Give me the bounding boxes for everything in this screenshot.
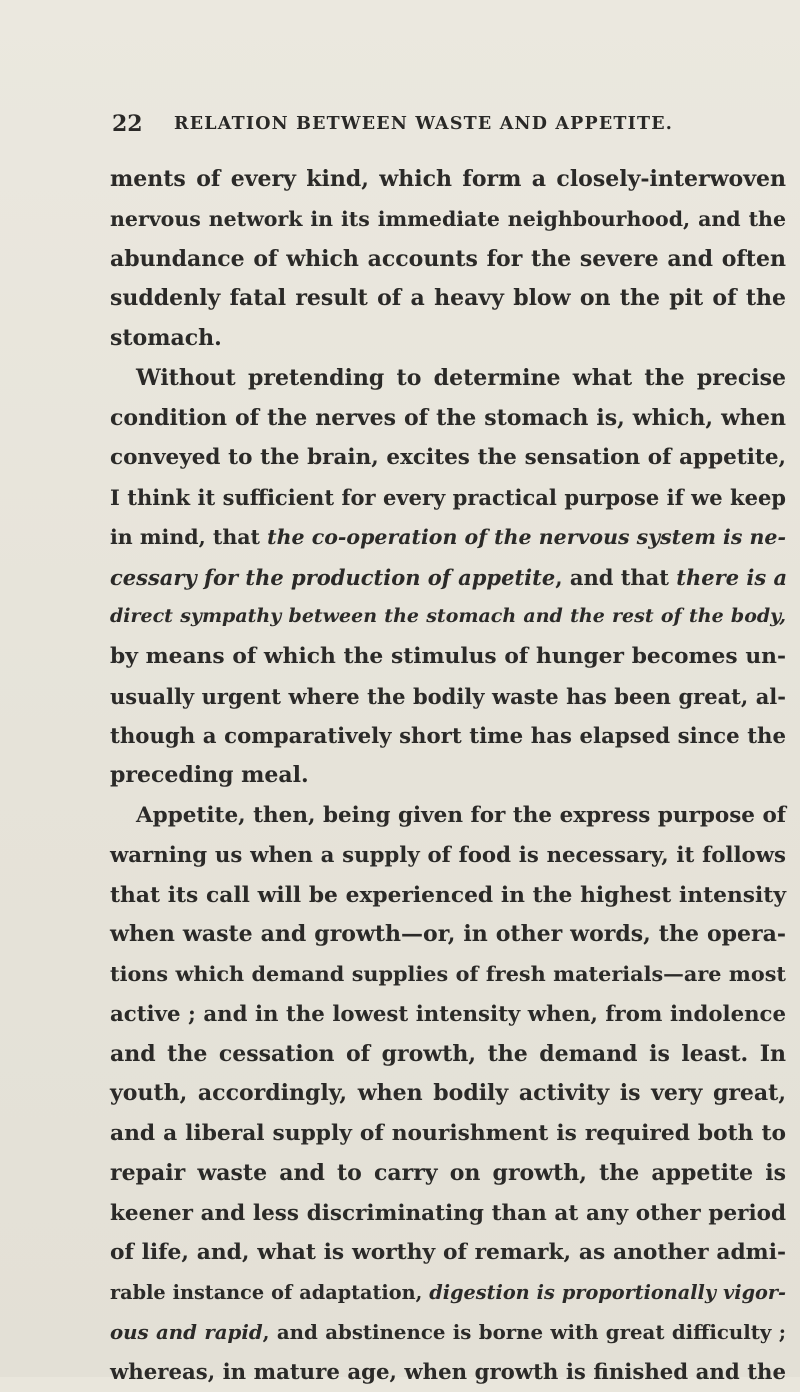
text-line: in mind, that the co-operation of the nervous system is ne-	[110, 518, 786, 558]
text-line: of life, and, what is worthy of remark, as another admi-	[110, 1233, 786, 1273]
page-number: 22	[112, 111, 143, 137]
page-header	[112, 111, 712, 141]
text-line: active ; and in the lowest intensity when, from indolence	[110, 995, 786, 1035]
text-line: usually urgent where the bodily waste has been great, al-	[110, 677, 786, 717]
text-line: stomach.	[110, 319, 786, 359]
text-line: Appetite, then, being given for the express purpose of	[110, 796, 786, 836]
text-line: when waste and growth—or, in other words, the opera-	[110, 915, 786, 955]
text-line: direct sympathy between the stomach and the rest of the body,	[110, 597, 786, 637]
text-line: abundance of which accounts for the severe and often	[110, 240, 786, 280]
text-line: though a comparatively short time has elapsed since the	[110, 717, 786, 757]
text-line: tions which demand supplies of fresh materials—are most	[110, 955, 786, 995]
body-text	[110, 160, 786, 1392]
text-line: that its call will be experienced in the highest intensity	[110, 876, 786, 916]
text-line: and a liberal supply of nourishment is required both to	[110, 1114, 786, 1154]
text-line: rable instance of adaptation, digestion is proportionally vigor-	[110, 1273, 786, 1313]
text-line: by means of which the stimulus of hunger becomes un-	[110, 637, 786, 677]
text-line: youth, accordingly, when bodily activity is very great,	[110, 1074, 786, 1114]
text-line: repair waste and to carry on growth, the appetite is	[110, 1154, 786, 1194]
text-line: warning us when a supply of food is necessary, it follows	[110, 836, 786, 876]
text-line: conveyed to the brain, excites the sensation of appetite,	[110, 438, 786, 478]
running-head: RELATION BETWEEN WASTE AND APPETITE.	[174, 114, 673, 134]
text-line: ous and rapid, and abstinence is borne with great difficulty ;	[110, 1313, 786, 1353]
text-line: whereas, in mature age, when growth is finished and the	[110, 1353, 786, 1392]
text-line: I think it sufficient for every practical purpose if we keep	[110, 478, 786, 518]
text-line: and the cessation of growth, the demand is least. In	[110, 1035, 786, 1075]
text-line: cessary for the production of appetite, and that there is a	[110, 558, 786, 598]
text-line: keener and less discriminating than at any other period	[110, 1194, 786, 1234]
text-line: condition of the nerves of the stomach is, which, when	[110, 399, 786, 439]
text-line: preceding meal.	[110, 756, 786, 796]
text-line: Without pretending to determine what the precise	[110, 359, 786, 399]
text-line: ments of every kind, which form a closely-interwoven	[110, 160, 786, 200]
text-line: nervous network in its immediate neighbourhood, and the	[110, 200, 786, 240]
text-line: suddenly fatal result of a heavy blow on the pit of the	[110, 279, 786, 319]
